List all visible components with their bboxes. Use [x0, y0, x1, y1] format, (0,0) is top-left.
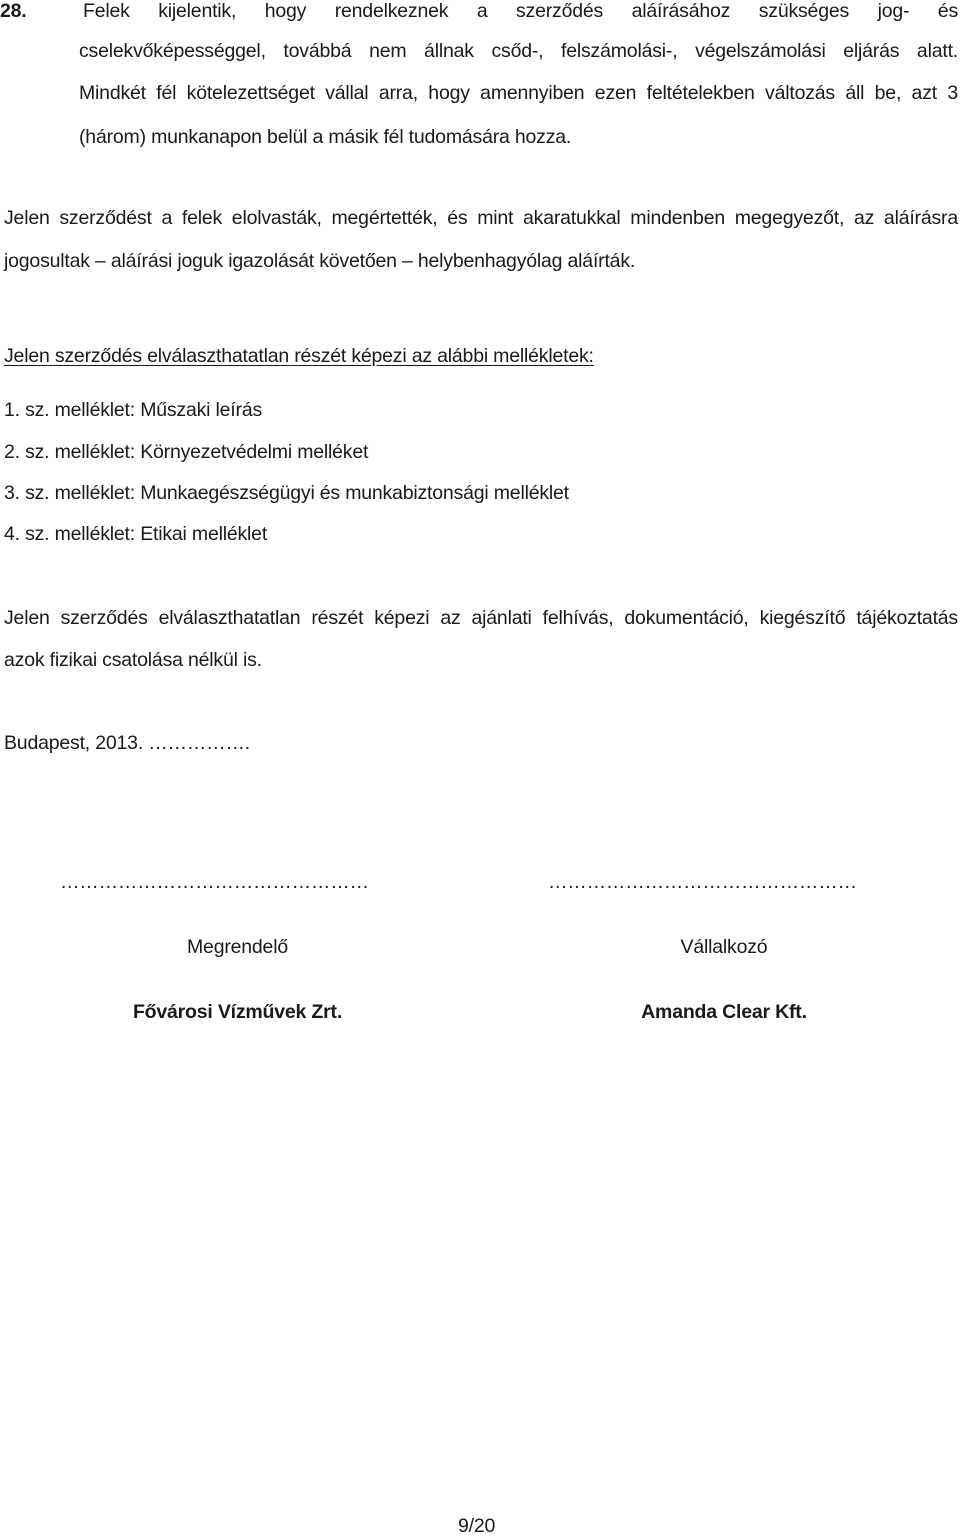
annexes-heading: Jelen szerződés elválaszthatatlan részét képezi az alábbi mellékletek: [4, 345, 594, 367]
signature-line-left: ………………………………………… [60, 871, 369, 893]
attach-paragraph-line-2: azok fizikai csatolása nélkül is. [4, 649, 262, 671]
signature-name-right: Amanda Clear Kft. [641, 1001, 807, 1023]
read-paragraph-line-1: Jelen szerződést a felek elolvasták, megértették, és mint akaratukkal mindenben megegyezőt, az aláírásra [4, 207, 958, 229]
page-number: 9/20 [458, 1515, 496, 1537]
signature-role-left: Megrendelő [187, 936, 288, 958]
signature-line-right: ………………………………………… [548, 871, 857, 893]
attach-paragraph-line-1: Jelen szerződés elválaszthatatlan részét képezi az ajánlati felhívás, dokumentáció, kiegészítő tájékoztatás [4, 607, 958, 629]
section-28-line-2: cselekvőképességgel, továbbá nem állnak csőd-, felszámolási-, végelszámolási eljárás alatt. [79, 40, 958, 62]
signature-role-right: Vállalkozó [680, 936, 768, 958]
place-date: Budapest, 2013. ……………. [4, 732, 250, 754]
section-number: 28. [0, 0, 27, 22]
annex-item-4: 4. sz. melléklet: Etikai melléklet [4, 523, 268, 545]
annex-item-3: 3. sz. melléklet: Munkaegészségügyi és munkabiztonsági melléklet [4, 482, 569, 504]
read-paragraph-line-2: jogosultak – aláírási joguk igazolását követően – helybenhagyólag aláírták. [4, 250, 636, 272]
annex-item-2: 2. sz. melléklet: Környezetvédelmi melléket [4, 441, 369, 463]
section-28-line-4: (három) munkanapon belül a másik fél tudomására hozza. [79, 126, 572, 148]
signature-name-left: Fővárosi Vízművek Zrt. [132, 1001, 343, 1023]
annex-item-1: 1. sz. melléklet: Műszaki leírás [4, 399, 263, 421]
section-28-line-1: Felek kijelentik, hogy rendelkeznek a szerződés aláírásához szükséges jog- és [83, 0, 958, 22]
section-28-line-3: Mindkét fél kötelezettséget vállal arra, hogy amennyiben ezen feltételekben változás áll be, azt 3 [79, 82, 958, 104]
